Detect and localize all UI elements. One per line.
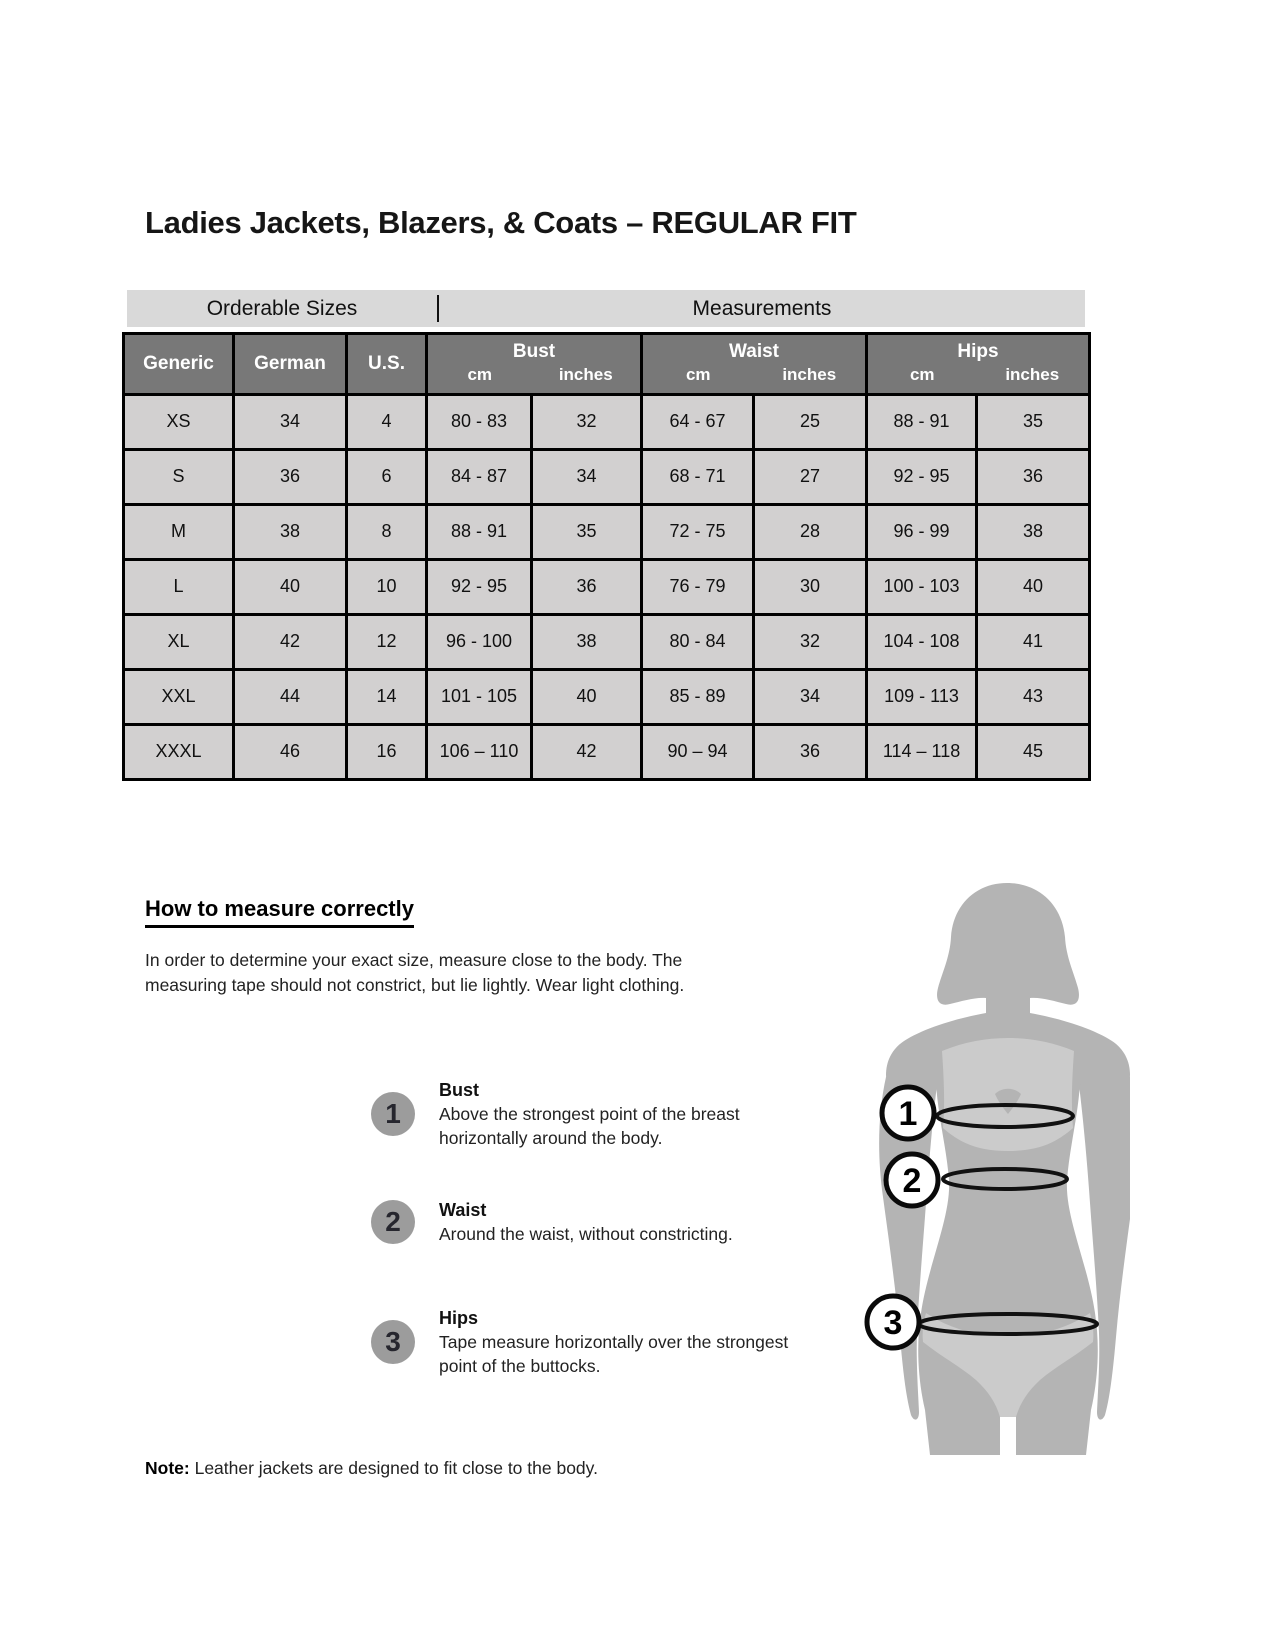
step-number-badge: 3 — [371, 1320, 415, 1364]
col-header-bust-cm: cm — [427, 363, 532, 394]
size-cell-waist_in: 36 — [754, 724, 867, 779]
measure-step-bust — [371, 1078, 791, 1150]
size-cell-bust_cm: 106 – 110 — [427, 724, 532, 779]
size-cell-us: 8 — [347, 504, 427, 559]
size-row-L — [124, 559, 1090, 614]
note-body: Leather jackets are designed to fit close to the body. — [189, 1458, 598, 1478]
col-header-german: German — [234, 334, 347, 395]
size-cell-hips_cm: 88 - 91 — [867, 394, 977, 449]
size-cell-bust_cm: 88 - 91 — [427, 504, 532, 559]
hips-marker — [867, 1296, 919, 1348]
size-cell-german: 44 — [234, 669, 347, 724]
step-number-badge: 1 — [371, 1092, 415, 1136]
size-cell-waist_cm: 80 - 84 — [642, 614, 754, 669]
size-cell-hips_in: 41 — [977, 614, 1090, 669]
waist-marker — [886, 1154, 938, 1206]
size-cell-german: 38 — [234, 504, 347, 559]
size-cell-bust_in: 36 — [532, 559, 642, 614]
col-header-waist-cm: cm — [642, 363, 754, 394]
measurements-label: Measurements — [692, 296, 832, 320]
hips-marker-number: 3 — [883, 1304, 903, 1342]
size-cell-generic: XXL — [124, 669, 234, 724]
size-cell-waist_in: 34 — [754, 669, 867, 724]
size-cell-hips_cm: 104 - 108 — [867, 614, 977, 669]
size-cell-generic: M — [124, 504, 234, 559]
size-cell-bust_cm: 80 - 83 — [427, 394, 532, 449]
col-header-generic: Generic — [124, 334, 234, 395]
col-header-waist-inches: inches — [754, 363, 867, 394]
size-cell-hips_in: 35 — [977, 394, 1090, 449]
silhouette-head — [937, 883, 1079, 1017]
step-label: Bust — [439, 1080, 479, 1100]
size-table-header — [124, 334, 1090, 395]
size-cell-hips_cm: 114 – 118 — [867, 724, 977, 779]
size-cell-waist_in: 30 — [754, 559, 867, 614]
size-cell-waist_cm: 72 - 75 — [642, 504, 754, 559]
size-cell-generic: XS — [124, 394, 234, 449]
size-cell-waist_in: 32 — [754, 614, 867, 669]
size-cell-waist_cm: 64 - 67 — [642, 394, 754, 449]
size-cell-bust_cm: 101 - 105 — [427, 669, 532, 724]
col-header-bust: Bust — [427, 334, 642, 364]
size-cell-german: 34 — [234, 394, 347, 449]
col-header-waist: Waist — [642, 334, 867, 364]
size-cell-hips_cm: 100 - 103 — [867, 559, 977, 614]
size-cell-hips_cm: 109 - 113 — [867, 669, 977, 724]
size-cell-hips_in: 36 — [977, 449, 1090, 504]
size-cell-us: 10 — [347, 559, 427, 614]
size-cell-german: 42 — [234, 614, 347, 669]
step-description: Above the strongest point of the breast horizontally around the body. — [439, 1104, 740, 1148]
size-cell-generic: L — [124, 559, 234, 614]
size-cell-german: 36 — [234, 449, 347, 504]
step-label: Hips — [439, 1308, 479, 1328]
size-cell-german: 46 — [234, 724, 347, 779]
size-cell-bust_cm: 96 - 100 — [427, 614, 532, 669]
size-row-XS — [124, 394, 1090, 449]
col-header-bust-inches: inches — [532, 363, 642, 394]
step-number-badge: 2 — [371, 1200, 415, 1244]
size-cell-bust_in: 40 — [532, 669, 642, 724]
size-cell-us: 4 — [347, 394, 427, 449]
size-cell-waist_cm: 76 - 79 — [642, 559, 754, 614]
size-cell-bust_in: 42 — [532, 724, 642, 779]
size-cell-hips_in: 45 — [977, 724, 1090, 779]
size-cell-bust_in: 32 — [532, 394, 642, 449]
size-cell-hips_in: 43 — [977, 669, 1090, 724]
body-silhouette-svg — [790, 845, 1130, 1460]
note-label: Note: — [145, 1458, 190, 1478]
size-cell-bust_cm: 92 - 95 — [427, 559, 532, 614]
size-row-S — [124, 449, 1090, 504]
col-header-hips: Hips — [867, 334, 1090, 364]
waist-marker-number: 2 — [902, 1162, 922, 1200]
measure-intro-text: In order to determine your exact size, measure close to the body. The measuring tape should not constrict, but lie lightly. Wear light clothing. — [145, 950, 685, 995]
size-cell-waist_cm: 68 - 71 — [642, 449, 754, 504]
size-cell-generic: XXXL — [124, 724, 234, 779]
col-header-hips-inches: inches — [977, 363, 1090, 394]
size-cell-us: 6 — [347, 449, 427, 504]
step-label: Waist — [439, 1200, 487, 1220]
size-cell-german: 40 — [234, 559, 347, 614]
size-row-XXL — [124, 669, 1090, 724]
page-title: Ladies Jackets, Blazers, & Coats – REGULAR FIT — [145, 205, 857, 240]
measurement-figure — [790, 845, 1130, 1460]
step-description: Tape measure horizontally over the strongest point of the buttocks. — [439, 1332, 789, 1376]
size-table-body — [124, 394, 1090, 779]
size-cell-waist_in: 28 — [754, 504, 867, 559]
size-row-M — [124, 504, 1090, 559]
size-cell-us: 16 — [347, 724, 427, 779]
size-cell-hips_cm: 92 - 95 — [867, 449, 977, 504]
size-cell-us: 14 — [347, 669, 427, 724]
bust-marker — [882, 1087, 934, 1139]
size-cell-hips_in: 38 — [977, 504, 1090, 559]
size-cell-bust_in: 34 — [532, 449, 642, 504]
size-cell-generic: XL — [124, 614, 234, 669]
size-cell-waist_cm: 85 - 89 — [642, 669, 754, 724]
size-cell-generic: S — [124, 449, 234, 504]
size-cell-us: 12 — [347, 614, 427, 669]
table-group-band — [127, 290, 1085, 327]
size-cell-waist_in: 25 — [754, 394, 867, 449]
orderable-sizes-label: Orderable Sizes — [206, 296, 358, 320]
how-to-measure-heading: How to measure correctly — [145, 896, 414, 928]
measure-step-hips — [371, 1306, 791, 1378]
size-cell-bust_cm: 84 - 87 — [427, 449, 532, 504]
col-header-us: U.S. — [347, 334, 427, 395]
size-row-XXXL — [124, 724, 1090, 779]
size-row-XL — [124, 614, 1090, 669]
size-cell-waist_cm: 90 – 94 — [642, 724, 754, 779]
size-cell-hips_in: 40 — [977, 559, 1090, 614]
bust-marker-number: 1 — [898, 1095, 918, 1133]
size-cell-bust_in: 35 — [532, 504, 642, 559]
col-header-hips-cm: cm — [867, 363, 977, 394]
step-description: Around the waist, without constricting. — [439, 1224, 733, 1244]
size-cell-waist_in: 27 — [754, 449, 867, 504]
size-cell-hips_cm: 96 - 99 — [867, 504, 977, 559]
measure-step-waist — [371, 1198, 791, 1246]
note-text — [145, 1458, 598, 1479]
size-cell-bust_in: 38 — [532, 614, 642, 669]
size-table — [122, 332, 1091, 781]
